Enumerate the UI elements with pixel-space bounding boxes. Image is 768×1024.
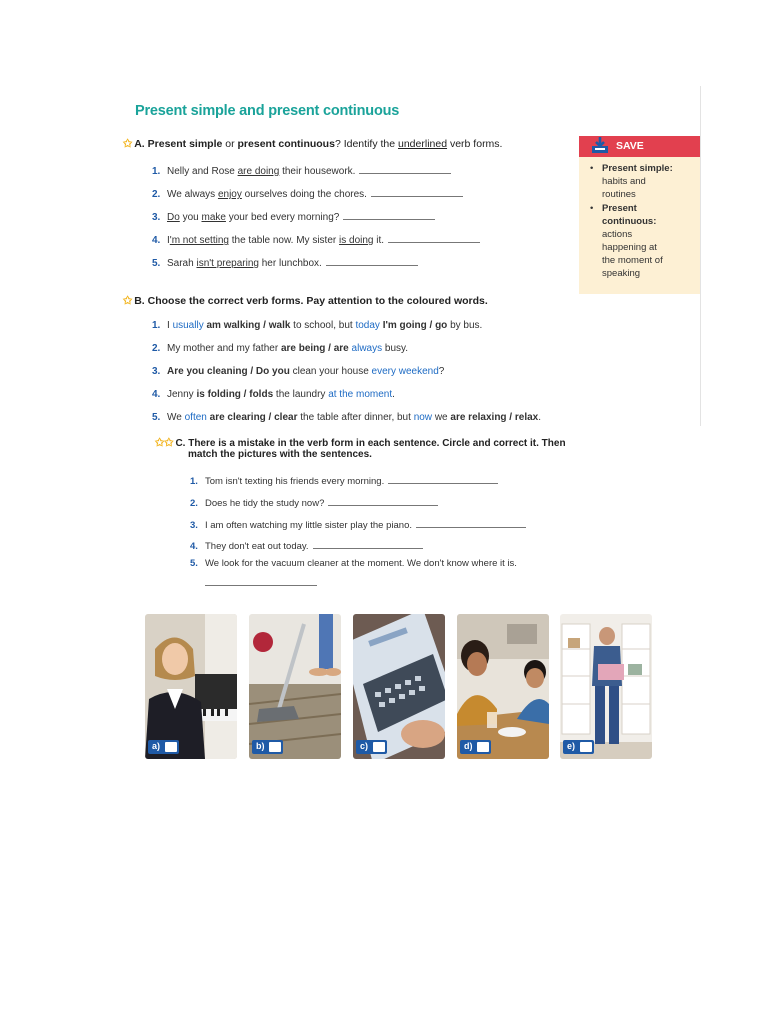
answer-line[interactable] (388, 474, 498, 484)
list-item: 5. Sarah isn't preparing her lunchbox. (152, 256, 418, 269)
list-item: 5. We look for the vacuum cleaner at the moment. We don't know where it is. (190, 558, 517, 569)
photo-phone-texting (353, 614, 445, 759)
answer-badge[interactable]: a) (148, 740, 179, 754)
answer-line[interactable] (343, 210, 435, 220)
list-item: 4. They don't eat out today. (190, 539, 423, 552)
boy-with-box-icon (560, 614, 652, 759)
list-item: 4. Jenny is folding / folds the laundry at the moment. (152, 389, 395, 400)
list-item: 2. We always enjoy ourselves doing the chores. (152, 187, 463, 200)
answer-line[interactable] (416, 518, 526, 528)
list-item: 1. Nelly and Rose are doing their housework. (152, 164, 451, 177)
photo-vacuum-cleaner (249, 614, 341, 759)
page-title: Present simple and present continuous (135, 103, 400, 119)
star-icon: ✩ (123, 295, 133, 307)
save-list: • Present simple: habits and routines • Present continuous: actions happening at the moment of speaking (590, 163, 673, 279)
section-a-heading: ✩ A. Present simple or present continuous? Identify the underlined verb forms. (123, 138, 503, 150)
section-c-heading-line2: match the pictures with the sentences. (188, 449, 372, 460)
answer-line[interactable] (328, 496, 438, 506)
list-item: 1. Tom isn't texting his friends every morning. (190, 474, 498, 487)
list-item: 4. I'm not setting the table now. My sister is doing it. (152, 233, 480, 246)
answer-badge[interactable]: e) (563, 740, 594, 754)
family-eating-icon (457, 614, 549, 759)
answer-badge[interactable]: b) (252, 740, 283, 754)
list-item: 3. I am often watching my little sister play the piano. (190, 518, 526, 531)
section-b-heading: ✩ B. Choose the correct verb forms. Pay attention to the coloured words. (123, 295, 488, 307)
list-item: 1. I usually am walking / walk to school, but today I'm going / go by bus. (152, 320, 483, 331)
answer-line[interactable] (371, 187, 463, 197)
photo-girl-at-piano (145, 614, 237, 759)
list-item: 3. Are you cleaning / Do you clean your house every weekend? (152, 366, 445, 377)
margin-rule (700, 86, 701, 426)
vacuum-cleaner-icon (249, 614, 341, 759)
star-icon: ✩ (123, 138, 133, 150)
answer-badge[interactable]: d) (460, 740, 491, 754)
answer-badge[interactable]: c) (356, 740, 387, 754)
answer-line[interactable] (359, 164, 451, 174)
list-item: 2. My mother and my father are being / are always busy. (152, 343, 409, 354)
phone-texting-icon (353, 614, 445, 759)
girl-at-piano-icon (145, 614, 237, 759)
answer-line[interactable] (326, 256, 418, 266)
save-label: SAVE (616, 140, 644, 152)
section-c-heading: ✩✩ C. There is a mistake in the verb form in each sentence. Circle and correct it. Then (155, 437, 566, 449)
photo-family-eating (457, 614, 549, 759)
download-icon (591, 137, 609, 154)
answer-line[interactable] (313, 539, 423, 549)
answer-line[interactable] (205, 585, 317, 586)
photo-boy-with-box (560, 614, 652, 759)
list-item: 2. Does he tidy the study now? (190, 496, 438, 509)
answer-line[interactable] (388, 233, 480, 243)
star-icon: ✩✩ (155, 437, 174, 449)
list-item: 5. We often are clearing / clear the table after dinner, but now we are relaxing / relax. (152, 412, 542, 423)
list-item: 3. Do you make your bed every morning? (152, 210, 435, 223)
